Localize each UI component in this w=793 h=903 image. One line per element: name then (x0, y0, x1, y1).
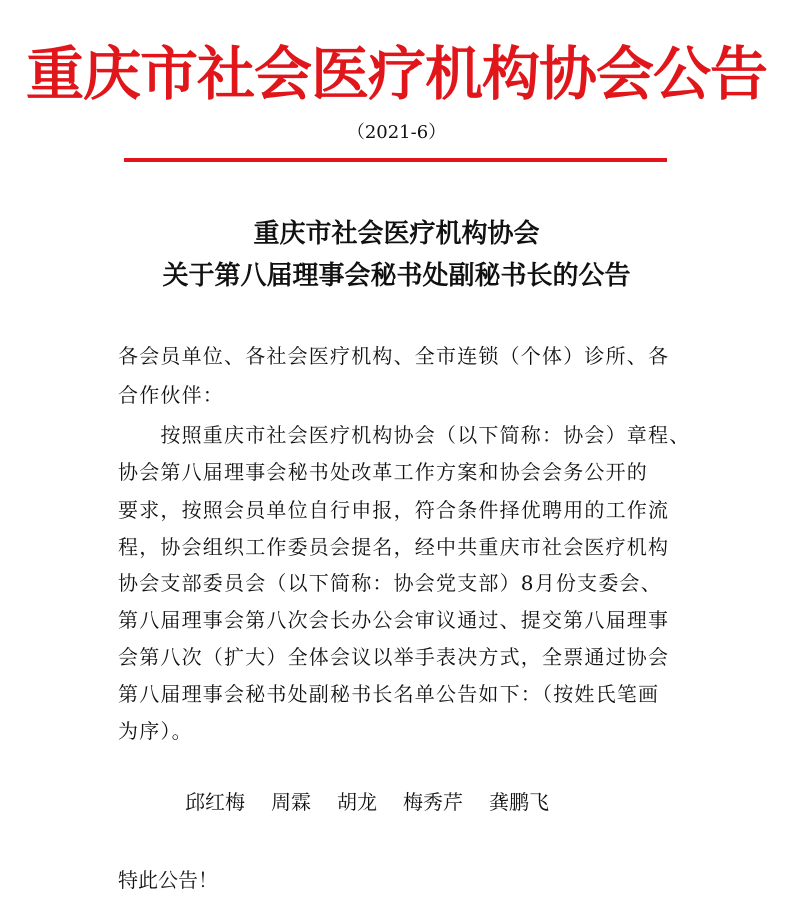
closing-text: 特此公告！ (118, 868, 218, 892)
notice-title-line-2: 关于第八届理事会秘书处副秘书长的公告 (162, 261, 631, 291)
body-line: 会第八次（扩大）全体会议以举手表决方式，全票通过协会 (118, 645, 670, 669)
header-title: 重庆市社会医疗机构协会公告 (25, 40, 767, 108)
name-item: 梅秀芹 (403, 790, 463, 814)
body-line: 第八届理事会秘书处副秘书长名单公告如下：（按姓氏笔画 (118, 682, 660, 706)
body-line: 为序）。 (118, 719, 193, 743)
body-line: 协会支部委员会（以下简称：协会党支部）8月份支委会、 (118, 571, 662, 595)
notice-title-line-1: 重庆市社会医疗机构协会 (253, 219, 540, 249)
body-line: 第八届理事会第八次会长办公会审议通过、提交第八届理事 (118, 608, 670, 632)
name-item: 胡龙 (337, 790, 377, 814)
name-item: 邱红梅 (185, 790, 245, 814)
name-item: 龚鹏飞 (489, 790, 549, 814)
body-line: 要求，按照会员单位自行申报，符合条件择优聘用的工作流 (118, 498, 670, 522)
name-item: 周霖 (271, 790, 311, 814)
body-line: 合作伙伴： (118, 383, 224, 407)
body-line: 程，协会组织工作委员会提名，经中共重庆市社会医疗机构 (118, 535, 670, 559)
body-line: 协会第八届理事会秘书处改革工作方案和协会会务公开的 (118, 460, 648, 484)
body-line: 按照重庆市社会医疗机构协会（以下简称：协会）章程、 (118, 423, 691, 447)
body-line: 各会员单位、各社会医疗机构、全市连锁（个体）诊所、各 (118, 344, 670, 368)
document-number: （2021-6） (346, 122, 447, 143)
header-divider (124, 158, 667, 162)
name-list (185, 788, 549, 816)
